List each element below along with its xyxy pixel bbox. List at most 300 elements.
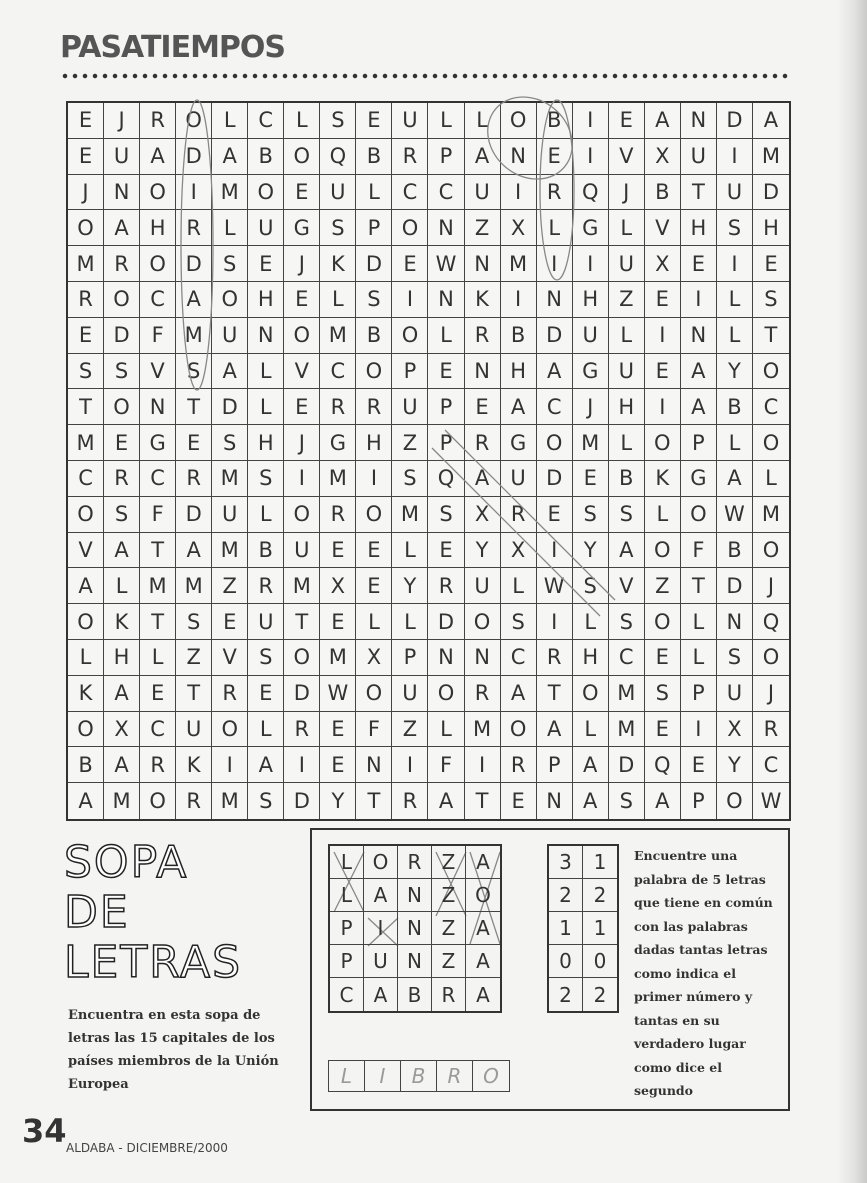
grid-cell[interactable]: G (320, 425, 356, 461)
grid-cell[interactable]: J (753, 568, 789, 604)
grid-cell[interactable]: O (681, 497, 717, 533)
grid-cell[interactable]: C (68, 461, 104, 497)
grid-cell[interactable]: H (501, 354, 537, 390)
grid-cell[interactable]: O (212, 712, 248, 748)
grid-cell[interactable]: S (320, 210, 356, 246)
grid-cell[interactable]: O (68, 497, 104, 533)
grid-cell[interactable]: M (176, 318, 212, 354)
grid-cell[interactable]: R (68, 282, 104, 318)
grid-cell[interactable]: D (717, 103, 753, 139)
grid-cell[interactable]: V (645, 210, 681, 246)
grid-cell[interactable]: D (428, 604, 464, 640)
grid-cell[interactable]: I (392, 282, 428, 318)
grid-cell[interactable]: F (356, 712, 392, 748)
grid-cell[interactable]: S (248, 461, 284, 497)
grid-cell[interactable]: B (68, 747, 104, 783)
grid-cell[interactable]: Q (645, 747, 681, 783)
grid-cell[interactable]: Q (428, 461, 464, 497)
grid-cell[interactable]: O (392, 210, 428, 246)
grid-cell[interactable]: J (573, 389, 609, 425)
grid-cell[interactable]: H (573, 640, 609, 676)
grid-cell[interactable]: M (284, 568, 320, 604)
grid-cell[interactable]: S (248, 783, 284, 819)
grid-cell[interactable]: T (68, 389, 104, 425)
grid-cell[interactable]: A (104, 747, 140, 783)
grid-cell[interactable]: E (68, 318, 104, 354)
grid-cell[interactable]: J (284, 425, 320, 461)
grid-cell[interactable]: T (176, 389, 212, 425)
grid-cell[interactable]: G (501, 425, 537, 461)
grid-cell[interactable]: J (104, 103, 140, 139)
grid-cell[interactable]: Z (645, 568, 681, 604)
grid-cell[interactable]: A (212, 354, 248, 390)
grid-cell[interactable]: P (681, 676, 717, 712)
grid-cell[interactable]: J (609, 175, 645, 211)
grid-cell[interactable]: O (140, 246, 176, 282)
grid-cell[interactable]: O (645, 604, 681, 640)
grid-cell[interactable]: T (753, 318, 789, 354)
grid-cell[interactable]: O (284, 318, 320, 354)
grid-cell[interactable]: E (248, 676, 284, 712)
grid-cell[interactable]: V (284, 354, 320, 390)
grid-cell[interactable]: M (465, 712, 501, 748)
grid-cell[interactable]: K (68, 676, 104, 712)
grid-cell[interactable]: E (284, 175, 320, 211)
grid-cell[interactable]: E (320, 747, 356, 783)
grid-cell[interactable]: A (573, 747, 609, 783)
grid-cell[interactable]: M (212, 175, 248, 211)
grid-cell[interactable]: X (320, 568, 356, 604)
grid-cell[interactable]: A (609, 533, 645, 569)
grid-cell[interactable]: S (501, 604, 537, 640)
grid-cell[interactable]: E (645, 282, 681, 318)
grid-cell[interactable]: S (104, 354, 140, 390)
grid-cell[interactable]: I (392, 747, 428, 783)
grid-cell[interactable]: L (248, 389, 284, 425)
grid-cell[interactable]: U (717, 175, 753, 211)
grid-cell[interactable]: A (104, 210, 140, 246)
grid-cell[interactable]: U (465, 568, 501, 604)
grid-cell[interactable]: N (717, 604, 753, 640)
grid-cell[interactable]: W (760, 789, 782, 814)
grid-cell[interactable]: M (609, 676, 645, 712)
grid-cell[interactable]: U (681, 139, 717, 175)
grid-cell[interactable]: H (753, 210, 789, 246)
grid-cell[interactable]: N (465, 640, 501, 676)
grid-cell[interactable]: U (465, 175, 501, 211)
grid-cell[interactable]: U (284, 533, 320, 569)
grid-cell[interactable]: O (68, 210, 104, 246)
grid-cell[interactable]: H (140, 210, 176, 246)
grid-cell[interactable]: I (284, 461, 320, 497)
grid-cell[interactable]: M (320, 461, 356, 497)
grid-cell[interactable]: E (645, 354, 681, 390)
grid-cell[interactable]: M (176, 568, 212, 604)
grid-cell[interactable]: E (356, 103, 392, 139)
grid-cell[interactable]: W (428, 246, 464, 282)
grid-cell[interactable]: O (356, 676, 392, 712)
grid-cell[interactable]: L (428, 318, 464, 354)
grid-cell[interactable]: P (428, 425, 464, 461)
grid-cell[interactable]: H (248, 425, 284, 461)
grid-cell[interactable]: T (356, 783, 392, 819)
grid-cell[interactable]: O (753, 640, 789, 676)
grid-cell[interactable]: C (428, 175, 464, 211)
grid-cell[interactable]: E (140, 676, 176, 712)
grid-cell[interactable]: S (609, 604, 645, 640)
grid-cell[interactable]: S (573, 497, 609, 533)
grid-cell[interactable]: U (248, 604, 284, 640)
grid-cell[interactable]: U (248, 210, 284, 246)
grid-cell[interactable]: L (212, 103, 248, 139)
grid-cell[interactable]: I (717, 139, 753, 175)
grid-cell[interactable]: T (681, 175, 717, 211)
grid-cell[interactable]: K (320, 246, 356, 282)
grid-cell[interactable]: E (356, 568, 392, 604)
grid-cell[interactable]: W (717, 497, 753, 533)
grid-cell[interactable]: S (176, 604, 212, 640)
grid-cell[interactable]: N (104, 175, 140, 211)
grid-cell[interactable]: E (104, 425, 140, 461)
grid-cell[interactable]: X (465, 497, 501, 533)
grid-cell[interactable]: Y (717, 747, 753, 783)
grid-cell[interactable]: Z (465, 210, 501, 246)
grid-cell[interactable]: H (573, 282, 609, 318)
grid-cell[interactable]: D (212, 389, 248, 425)
grid-cell[interactable]: U (176, 712, 212, 748)
grid-cell[interactable]: I (573, 103, 609, 139)
grid-cell[interactable]: S (717, 640, 753, 676)
grid-cell[interactable]: R (392, 783, 428, 819)
grid-cell[interactable]: E (573, 461, 609, 497)
grid-cell[interactable]: S (212, 246, 248, 282)
grid-cell[interactable]: I (537, 246, 573, 282)
grid-cell[interactable]: O (104, 389, 140, 425)
grid-cell[interactable]: Q (320, 139, 356, 175)
grid-cell[interactable]: O (248, 175, 284, 211)
grid-cell[interactable]: E (320, 533, 356, 569)
grid-cell[interactable]: D (284, 783, 320, 819)
grid-cell[interactable]: V (68, 533, 104, 569)
grid-cell[interactable]: R (104, 246, 140, 282)
grid-cell[interactable]: U (501, 461, 537, 497)
grid-cell[interactable]: T (284, 604, 320, 640)
grid-cell[interactable]: A (681, 354, 717, 390)
grid-cell[interactable]: I (465, 747, 501, 783)
grid-cell[interactable]: Y (392, 568, 428, 604)
grid-cell[interactable]: L (104, 568, 140, 604)
grid-cell[interactable]: I (645, 318, 681, 354)
grid-cell[interactable]: F (140, 497, 176, 533)
grid-cell[interactable]: Z (392, 425, 428, 461)
grid-cell[interactable]: L (537, 210, 573, 246)
grid-cell[interactable]: C (140, 282, 176, 318)
grid-cell[interactable]: A (176, 282, 212, 318)
grid-cell[interactable]: H (104, 640, 140, 676)
grid-cell[interactable]: K (645, 461, 681, 497)
grid-cell[interactable]: C (140, 461, 176, 497)
grid-cell[interactable]: A (681, 389, 717, 425)
grid-cell[interactable]: M (212, 533, 248, 569)
grid-cell[interactable]: E (609, 103, 645, 139)
grid-cell[interactable]: L (428, 712, 464, 748)
grid-cell[interactable]: R (753, 712, 789, 748)
grid-cell[interactable]: R (501, 747, 537, 783)
grid-cell[interactable]: S (645, 676, 681, 712)
grid-cell[interactable]: S (212, 425, 248, 461)
grid-cell[interactable]: R (140, 103, 176, 139)
grid-cell[interactable]: O (645, 425, 681, 461)
grid-cell[interactable]: D (284, 676, 320, 712)
grid-cell[interactable]: B (248, 533, 284, 569)
grid-cell[interactable]: E (68, 139, 104, 175)
grid-cell[interactable]: M (212, 783, 248, 819)
grid-cell[interactable]: U (609, 246, 645, 282)
grid-cell[interactable]: O (356, 354, 392, 390)
grid-cell[interactable]: T (465, 783, 501, 819)
grid-cell[interactable]: M (104, 783, 140, 819)
grid-cell[interactable]: M (609, 712, 645, 748)
grid-cell[interactable]: E (320, 604, 356, 640)
grid-cell[interactable]: E (537, 497, 573, 533)
grid-cell[interactable]: M (501, 246, 537, 282)
grid-cell[interactable]: G (573, 210, 609, 246)
grid-cell[interactable]: P (681, 425, 717, 461)
grid-cell[interactable]: C (753, 747, 789, 783)
grid-cell[interactable]: L (248, 497, 284, 533)
grid-cell[interactable]: P (428, 389, 464, 425)
grid-cell[interactable]: I (537, 533, 573, 569)
grid-cell[interactable]: O (501, 103, 537, 139)
grid-cell[interactable]: I (501, 282, 537, 318)
grid-cell[interactable]: Y (717, 354, 753, 390)
grid-cell[interactable]: R (465, 318, 501, 354)
grid-cell[interactable]: S (248, 640, 284, 676)
grid-cell[interactable]: L (212, 210, 248, 246)
grid-cell[interactable]: S (392, 461, 428, 497)
grid-cell[interactable]: A (104, 533, 140, 569)
grid-cell[interactable]: D (537, 318, 573, 354)
grid-cell[interactable]: K (104, 604, 140, 640)
grid-cell[interactable]: A (176, 533, 212, 569)
grid-cell[interactable]: D (609, 747, 645, 783)
grid-cell[interactable]: N (428, 282, 464, 318)
grid-cell[interactable]: L (609, 425, 645, 461)
grid-cell[interactable]: N (465, 246, 501, 282)
grid-cell[interactable]: O (428, 676, 464, 712)
grid-cell[interactable]: G (140, 425, 176, 461)
grid-cell[interactable]: E (212, 604, 248, 640)
answer-letter[interactable]: L (329, 1061, 365, 1091)
grid-cell[interactable]: A (465, 461, 501, 497)
grid-cell[interactable]: L (717, 318, 753, 354)
grid-cell[interactable]: T (176, 676, 212, 712)
grid-cell[interactable]: U (609, 354, 645, 390)
grid-cell[interactable]: W (320, 676, 356, 712)
grid-cell[interactable]: I (573, 139, 609, 175)
grid-cell[interactable]: L (392, 533, 428, 569)
grid-cell[interactable]: T (537, 676, 573, 712)
grid-cell[interactable]: X (645, 139, 681, 175)
grid-cell[interactable]: O (392, 318, 428, 354)
grid-cell[interactable]: C (392, 175, 428, 211)
grid-cell[interactable]: W (537, 568, 573, 604)
grid-cell[interactable]: O (501, 712, 537, 748)
grid-cell[interactable]: B (717, 533, 753, 569)
answer-letter[interactable]: R (437, 1061, 473, 1091)
grid-cell[interactable]: P (537, 747, 573, 783)
grid-cell[interactable]: X (104, 712, 140, 748)
grid-cell[interactable]: P (681, 783, 717, 819)
grid-cell[interactable]: A (645, 103, 681, 139)
grid-cell[interactable]: K (465, 282, 501, 318)
grid-cell[interactable]: L (356, 175, 392, 211)
grid-cell[interactable]: I (501, 175, 537, 211)
grid-cell[interactable]: O (465, 604, 501, 640)
grid-cell[interactable]: N (465, 354, 501, 390)
grid-cell[interactable]: L (681, 604, 717, 640)
grid-cell[interactable]: A (573, 783, 609, 819)
grid-cell[interactable]: G (284, 210, 320, 246)
grid-cell[interactable]: P (392, 640, 428, 676)
grid-cell[interactable]: D (356, 246, 392, 282)
grid-cell[interactable]: Z (176, 640, 212, 676)
grid-cell[interactable]: S (356, 282, 392, 318)
grid-cell[interactable]: G (681, 461, 717, 497)
grid-cell[interactable]: I (681, 712, 717, 748)
grid-cell[interactable]: B (645, 175, 681, 211)
grid-cell[interactable]: E (248, 246, 284, 282)
grid-cell[interactable]: O (176, 103, 212, 139)
grid-cell[interactable]: H (609, 389, 645, 425)
grid-cell[interactable]: X (501, 210, 537, 246)
grid-cell[interactable]: R (537, 640, 573, 676)
grid-cell[interactable]: D (176, 497, 212, 533)
grid-cell[interactable]: I (284, 747, 320, 783)
grid-cell[interactable]: Z (212, 568, 248, 604)
grid-cell[interactable]: E (284, 282, 320, 318)
grid-cell[interactable]: A (501, 676, 537, 712)
grid-cell[interactable]: O (284, 139, 320, 175)
grid-cell[interactable]: D (717, 568, 753, 604)
grid-cell[interactable]: E (68, 103, 104, 139)
grid-cell[interactable]: E (645, 640, 681, 676)
grid-cell[interactable]: A (68, 783, 104, 819)
grid-cell[interactable]: O (68, 712, 104, 748)
grid-cell[interactable]: O (753, 533, 789, 569)
grid-cell[interactable]: R (212, 676, 248, 712)
grid-cell[interactable]: S (609, 783, 645, 819)
grid-cell[interactable]: X (501, 533, 537, 569)
grid-cell[interactable]: I (573, 246, 609, 282)
grid-cell[interactable]: E (681, 246, 717, 282)
grid-cell[interactable]: J (284, 246, 320, 282)
grid-cell[interactable]: L (717, 282, 753, 318)
grid-cell[interactable]: S (104, 497, 140, 533)
grid-cell[interactable]: L (465, 103, 501, 139)
grid-cell[interactable]: M (68, 246, 104, 282)
grid-cell[interactable]: S (176, 354, 212, 390)
grid-cell[interactable]: I (717, 246, 753, 282)
grid-cell[interactable]: L (609, 318, 645, 354)
grid-cell[interactable]: R (465, 676, 501, 712)
grid-cell[interactable]: O (573, 676, 609, 712)
grid-cell[interactable]: D (104, 318, 140, 354)
grid-cell[interactable]: L (645, 497, 681, 533)
grid-cell[interactable]: N (501, 139, 537, 175)
grid-cell[interactable]: G (573, 354, 609, 390)
grid-cell[interactable]: Z (609, 282, 645, 318)
grid-cell[interactable]: T (140, 604, 176, 640)
grid-cell[interactable]: M (320, 640, 356, 676)
grid-cell[interactable]: I (212, 747, 248, 783)
grid-cell[interactable]: N (681, 103, 717, 139)
grid-cell[interactable]: V (212, 640, 248, 676)
grid-cell[interactable]: U (717, 676, 753, 712)
grid-cell[interactable]: C (320, 354, 356, 390)
grid-cell[interactable]: N (428, 210, 464, 246)
grid-cell[interactable]: O (140, 175, 176, 211)
grid-cell[interactable]: Y (320, 783, 356, 819)
grid-cell[interactable]: M (140, 568, 176, 604)
grid-cell[interactable]: N (681, 318, 717, 354)
grid-cell[interactable]: I (645, 389, 681, 425)
grid-cell[interactable]: I (176, 175, 212, 211)
grid-cell[interactable]: E (284, 389, 320, 425)
grid-cell[interactable]: R (465, 425, 501, 461)
grid-cell[interactable]: F (681, 533, 717, 569)
grid-cell[interactable]: A (753, 103, 789, 139)
grid-cell[interactable]: U (320, 175, 356, 211)
grid-cell[interactable]: B (356, 139, 392, 175)
grid-cell[interactable]: X (356, 640, 392, 676)
grid-cell[interactable]: A (717, 461, 753, 497)
grid-cell[interactable]: H (248, 282, 284, 318)
grid-cell[interactable]: M (212, 461, 248, 497)
grid-cell[interactable]: N (248, 318, 284, 354)
grid-cell[interactable]: O (212, 282, 248, 318)
grid-cell[interactable]: A (212, 139, 248, 175)
grid-cell[interactable]: M (392, 497, 428, 533)
grid-cell[interactable]: O (284, 497, 320, 533)
grid-cell[interactable]: B (248, 139, 284, 175)
grid-cell[interactable]: O (356, 497, 392, 533)
grid-cell[interactable]: E (428, 533, 464, 569)
answer-letter[interactable]: O (483, 1064, 499, 1088)
grid-cell[interactable]: L (248, 712, 284, 748)
grid-cell[interactable]: I (681, 282, 717, 318)
grid-cell[interactable]: Q (573, 175, 609, 211)
grid-cell[interactable]: S (717, 210, 753, 246)
grid-cell[interactable]: S (573, 568, 609, 604)
grid-cell[interactable]: M (320, 318, 356, 354)
grid-cell[interactable]: R (320, 497, 356, 533)
grid-cell[interactable]: N (356, 747, 392, 783)
grid-cell[interactable]: R (248, 568, 284, 604)
grid-cell[interactable]: M (753, 139, 789, 175)
grid-cell[interactable]: F (140, 318, 176, 354)
grid-cell[interactable]: B (537, 103, 573, 139)
grid-cell[interactable]: O (753, 354, 789, 390)
grid-cell[interactable]: X (645, 246, 681, 282)
grid-cell[interactable]: A (537, 712, 573, 748)
grid-cell[interactable]: Y (573, 533, 609, 569)
grid-cell[interactable]: D (753, 175, 789, 211)
grid-cell[interactable]: H (356, 425, 392, 461)
grid-cell[interactable]: A (68, 568, 104, 604)
grid-cell[interactable]: S (428, 497, 464, 533)
grid-cell[interactable]: Y (465, 533, 501, 569)
